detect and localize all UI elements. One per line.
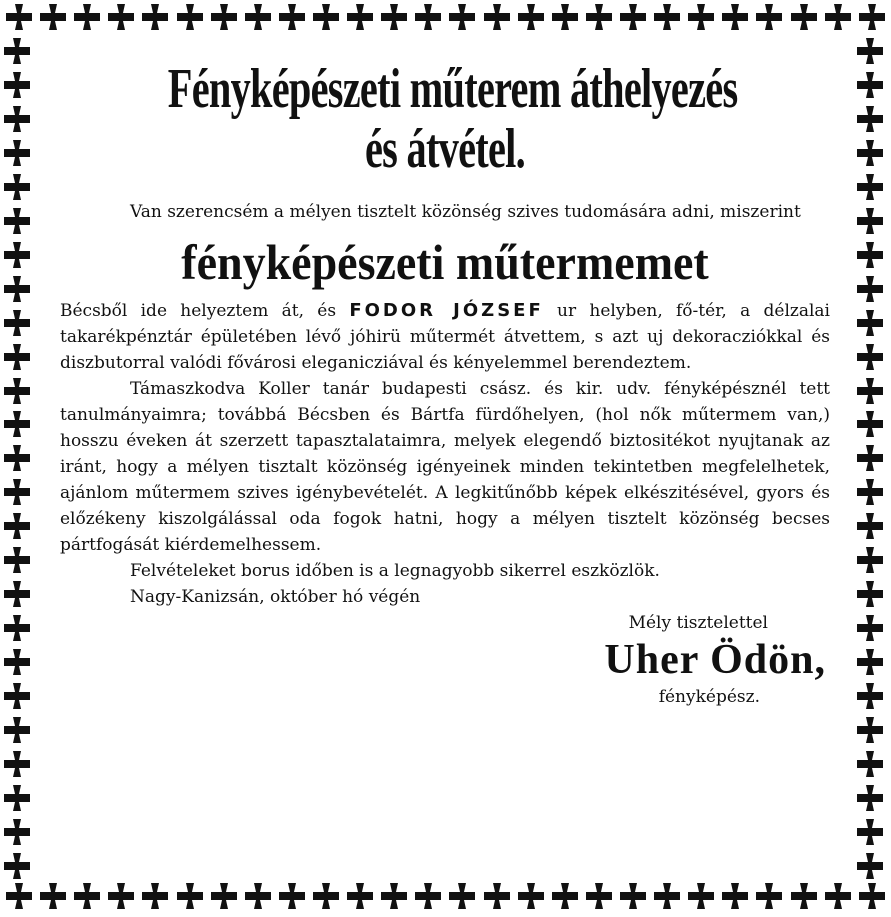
cross-icon [855, 477, 885, 507]
cross-icon [345, 881, 375, 911]
cross-icon [2, 817, 32, 847]
cross-icon [855, 715, 885, 745]
cross-icon [855, 342, 885, 372]
cross-icon [209, 2, 239, 32]
cross-icon [789, 881, 819, 911]
cross-icon [584, 2, 614, 32]
cross-icon [2, 70, 32, 100]
cross-icon [175, 881, 205, 911]
cross-icon [2, 409, 32, 439]
cross-icon [38, 2, 68, 32]
previous-owner-name: FODOR JÓZSEF [349, 300, 544, 321]
cross-icon [2, 511, 32, 541]
cross-icon [2, 206, 32, 236]
signature-name: Uher Ödön, [604, 637, 826, 683]
cross-icon [311, 881, 341, 911]
cross-icon [618, 2, 648, 32]
cross-icon [2, 240, 32, 270]
cross-icon [2, 783, 32, 813]
cross-icon [855, 409, 885, 439]
cross-icon [857, 881, 887, 911]
paragraph-credentials: Támaszkodva Koller tanár budapesti csász. és kir. udv. fényképésznél tett tanulmányaimra; továbbá Bécsben és Bártfa fürdőhelyen, (hol nők műtermem van,) hosszu éveken át szerzett tapasztalataimra, melyek elegendő biztositékot nyujtanak az iránt, hogy a mélyen tisztalt közönség igényeinek minden tekintetben megfelelhetek, ajánlom műtermem szives igénybevételét. A legkitűnőbb képek elkészitésével, gyors és előzékeny kiszolgálással oda fogok hatni, hogy a mélyen tisztelt közönség becses pártfogását kiérdemelhessem. [60, 379, 830, 555]
cross-icon [2, 545, 32, 575]
closing-salutation: Mély tisztelettel [628, 613, 768, 633]
cross-icon [209, 881, 239, 911]
cross-icon [855, 545, 885, 575]
subheadline: fényképészeti műtermemet [181, 234, 709, 290]
cross-icon [2, 274, 32, 304]
cross-icon [855, 749, 885, 779]
cross-icon [175, 2, 205, 32]
border-bottom [4, 881, 887, 915]
cross-icon [855, 36, 885, 66]
cross-icon [140, 881, 170, 911]
cross-icon [2, 715, 32, 745]
cross-icon [140, 2, 170, 32]
cross-icon [855, 70, 885, 100]
cross-icon [2, 138, 32, 168]
cross-icon [379, 881, 409, 911]
cross-icon [72, 2, 102, 32]
paragraph-relocation-end: ur helyben, fő-tér, a délzalai takarékpénztár épületében lévő jóhirü műtermét átvettem, s azt uj dekoracziókkal és diszbutorral valódi fővárosi eleganicziával és kényelemmel berendeztem. [60, 301, 830, 373]
paragraph-cloudy-weather: Felvételeket borus időben is a legnagyobb sikerrel eszközlök. [130, 561, 660, 581]
cross-icon [38, 881, 68, 911]
cross-icon [277, 881, 307, 911]
cross-icon [652, 2, 682, 32]
cross-icon [345, 2, 375, 32]
cross-icon [2, 579, 32, 609]
cross-icon [379, 2, 409, 32]
cross-icon [652, 881, 682, 911]
cross-icon [2, 443, 32, 473]
border-left [2, 36, 36, 881]
cross-icon [686, 2, 716, 32]
cross-icon [243, 2, 273, 32]
cross-icon [823, 2, 853, 32]
cross-icon [855, 681, 885, 711]
cross-icon [2, 681, 32, 711]
cross-icon [720, 881, 750, 911]
cross-icon [2, 104, 32, 134]
cross-icon [311, 2, 341, 32]
cross-icon [2, 376, 32, 406]
cross-icon [855, 579, 885, 609]
cross-icon [618, 881, 648, 911]
cross-icon [2, 172, 32, 202]
cross-icon [855, 817, 885, 847]
cross-icon [855, 376, 885, 406]
paragraph-relocation-start: Bécsből ide helyeztem át, és [60, 301, 350, 321]
cross-icon [823, 881, 853, 911]
cross-icon [447, 2, 477, 32]
cross-icon [855, 647, 885, 677]
cross-icon [857, 2, 887, 32]
cross-icon [2, 851, 32, 881]
paragraph-relocation [60, 298, 830, 376]
ad-content [60, 60, 830, 710]
cross-icon [106, 2, 136, 32]
cross-icon [855, 206, 885, 236]
cross-icon [855, 443, 885, 473]
cross-icon [106, 881, 136, 911]
headline-line-2: és átvétel. [365, 118, 525, 180]
cross-icon [855, 783, 885, 813]
cross-icon [277, 2, 307, 32]
cross-icon [789, 2, 819, 32]
cross-icon [686, 881, 716, 911]
border-top [4, 2, 887, 36]
cross-icon [2, 647, 32, 677]
cross-icon [413, 2, 443, 32]
headline-line-1: Fényképészeti műterem áthelyezés [167, 58, 738, 120]
cross-icon [855, 851, 885, 881]
cross-icon [855, 511, 885, 541]
cross-icon [447, 881, 477, 911]
cross-icon [720, 2, 750, 32]
border-right [855, 36, 889, 881]
cross-icon [855, 172, 885, 202]
cross-icon [2, 308, 32, 338]
cross-icon [855, 240, 885, 270]
cross-icon [243, 881, 273, 911]
cross-icon [482, 881, 512, 911]
cross-icon [516, 2, 546, 32]
cross-icon [2, 477, 32, 507]
cross-icon [72, 881, 102, 911]
cross-icon [413, 881, 443, 911]
cross-icon [855, 308, 885, 338]
cross-icon [2, 342, 32, 372]
cross-icon [550, 2, 580, 32]
cross-icon [4, 2, 34, 32]
cross-icon [855, 104, 885, 134]
cross-icon [2, 749, 32, 779]
cross-icon [4, 881, 34, 911]
cross-icon [550, 881, 580, 911]
cross-icon [754, 881, 784, 911]
cross-icon [855, 138, 885, 168]
cross-icon [754, 2, 784, 32]
intro-paragraph: Van szerencsém a mélyen tisztelt közönség szives tudomására adni, miszerint [130, 202, 801, 222]
cross-icon [482, 2, 512, 32]
cross-icon [2, 36, 32, 66]
cross-icon [2, 613, 32, 643]
cross-icon [855, 613, 885, 643]
cross-icon [584, 881, 614, 911]
cross-icon [855, 274, 885, 304]
profession-title: fényképész. [658, 687, 760, 707]
place-date-line: Nagy-Kanizsán, október hó végén [130, 587, 421, 607]
cross-icon [516, 881, 546, 911]
